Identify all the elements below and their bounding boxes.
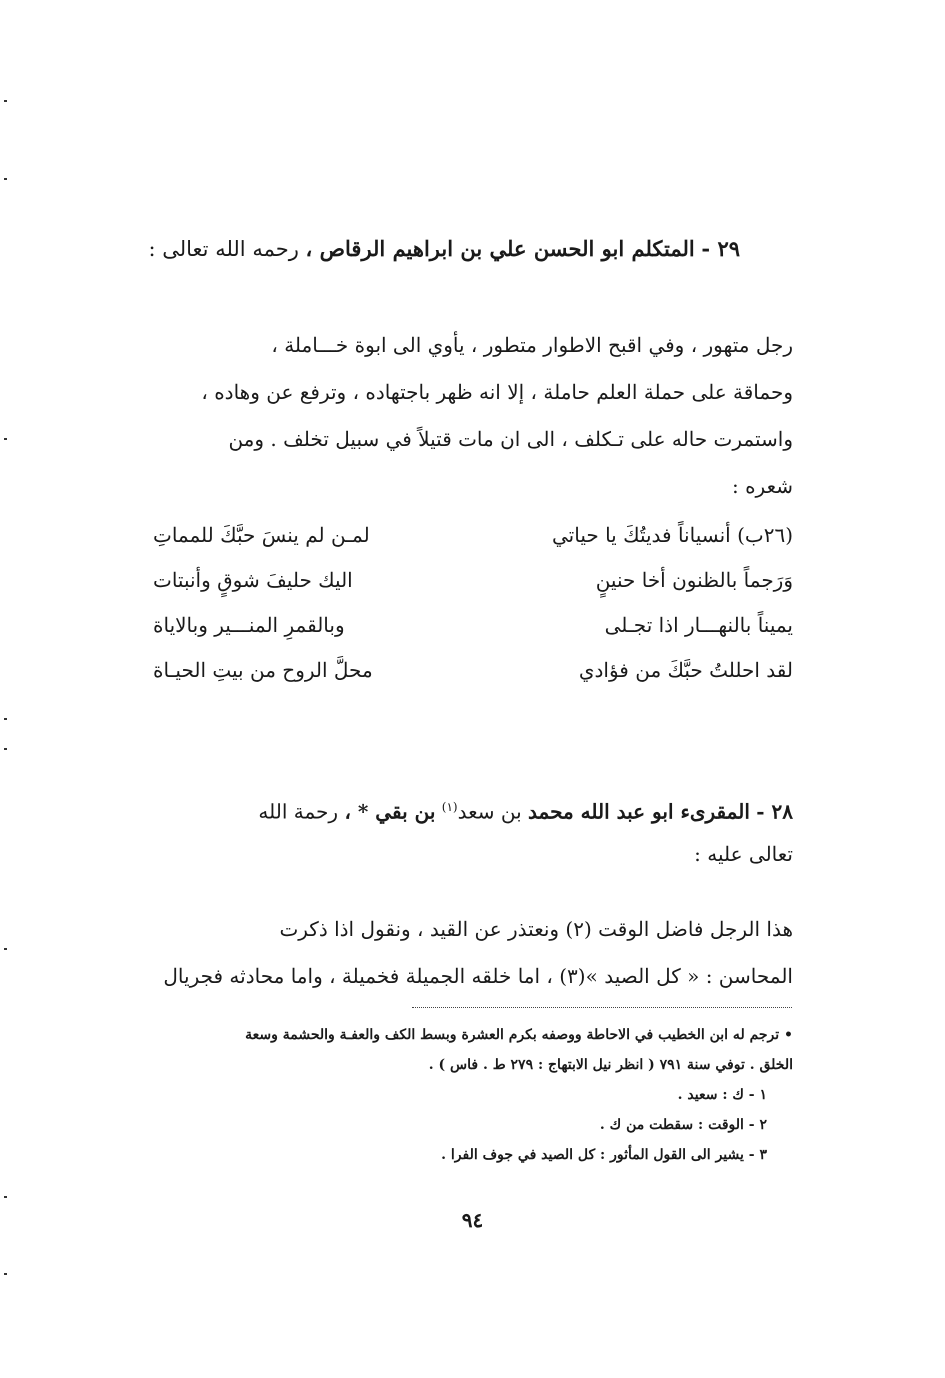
footnotes	[113, 1020, 793, 1170]
verse-second-hemistich: محلَّ الروح من بيتِ الحيـاة	[153, 658, 373, 682]
footnote-ref: (١)	[441, 800, 458, 814]
entry-heading-line	[125, 786, 793, 833]
entry-heading-line: تعالى عليه :	[694, 841, 793, 866]
footnote-divider	[412, 1007, 792, 1008]
poem-verse	[153, 513, 793, 558]
poem	[153, 513, 793, 693]
verse-second-hemistich: وبالقمرِ المنـــير وبالاياة	[153, 613, 345, 637]
text-line: رجل متهور ، وفي اقبح الاطوار متطور ، يأوي الى ابوة خـــاملة ،	[271, 333, 793, 357]
scan-edge-mark	[4, 1196, 7, 1198]
footnote: ١ - ك : سعيد .	[677, 1087, 767, 1103]
biography-paragraph-29	[125, 322, 793, 510]
scan-edge-mark	[4, 948, 7, 950]
entry-name-middle: بن سعد	[457, 799, 522, 824]
footnote: ٢ - الوقت : سقطت من ك .	[599, 1117, 767, 1133]
entry-28-heading	[125, 786, 793, 875]
text-line: وحماقة على حملة العلم حاملة ، إلا انه ظهر باجتهاده ، وترفع عن وهاده ،	[201, 380, 793, 404]
poem-verse	[153, 603, 793, 648]
scan-edge-mark	[4, 438, 7, 440]
entry-name: المتكلم ابو الحسن علي بن ابراهيم الرقاص ،	[305, 236, 695, 261]
text-line: المحاسن : « كل الصيد »(٣) ، اما خلقه الجميلة فخميلة ، واما محادثه فجريال	[163, 964, 793, 988]
verse-first-hemistich: يميناً بالنهـــار اذا تجـلى	[604, 613, 793, 637]
footnote: ٣ - يشير الى القول المأثور : كل الصيد في جوف الفرا .	[441, 1147, 767, 1163]
footnote: الخلق . توفي سنة ٧٩١ ( انظر نيل الابتهاج : ٢٧٩ ط . فاس ) .	[428, 1057, 793, 1073]
text-line: شعره :	[731, 474, 793, 498]
verse-second-hemistich: لمـن لم ينسَ حبَّكَ للمماتِ	[153, 523, 370, 547]
entry-heading-tail: رحمه الله تعالى :	[148, 237, 299, 261]
entry-number: ٢٩ -	[701, 236, 740, 261]
page-number: ٩٤	[461, 1208, 484, 1232]
footnote: • ترجم له ابن الخطيب في الاحاطة ووصفه بكرم العشرة وبسط الكف والعفـة والحشمة وسعة	[245, 1027, 793, 1043]
scan-edge-mark	[4, 100, 7, 102]
entry-29-heading	[148, 232, 740, 266]
entry-heading-tail: رحمة الله	[258, 799, 339, 824]
entry-name: المقرىء ابو عبد الله محمد	[528, 799, 750, 824]
entry-name-continued: بن بقي * ،	[344, 799, 436, 824]
scan-edge-mark	[4, 1273, 7, 1275]
biography-paragraph-28	[125, 906, 793, 1000]
text-line: هذا الرجل فاضل الوقت (٢) ونعتذر عن القيد ، ونقول اذا ذكرت	[279, 917, 793, 941]
verse-second-hemistich: اليك حليفَ شوقٍ وأنبتات	[153, 568, 353, 592]
verse-first-hemistich: (٢٦ب) أنسياناً فديتُكَ يا حياتي	[551, 523, 793, 547]
scan-edge-mark	[4, 748, 7, 750]
entry-number: ٢٨ -	[756, 799, 793, 824]
verse-first-hemistich: وَرَجماً بالظنون أخا حنينٍ	[595, 568, 793, 592]
scan-edge-mark	[4, 718, 7, 720]
scan-edge-mark	[4, 178, 7, 180]
verse-first-hemistich: لقد احللتُ حبَّكَ من فؤادي	[578, 658, 793, 682]
text-line: واستمرت حاله على تـكلف ، الى ان مات قتيلاً في سبيل تخلف . ومن	[228, 427, 793, 451]
poem-verse	[153, 648, 793, 693]
poem-verse	[153, 558, 793, 603]
